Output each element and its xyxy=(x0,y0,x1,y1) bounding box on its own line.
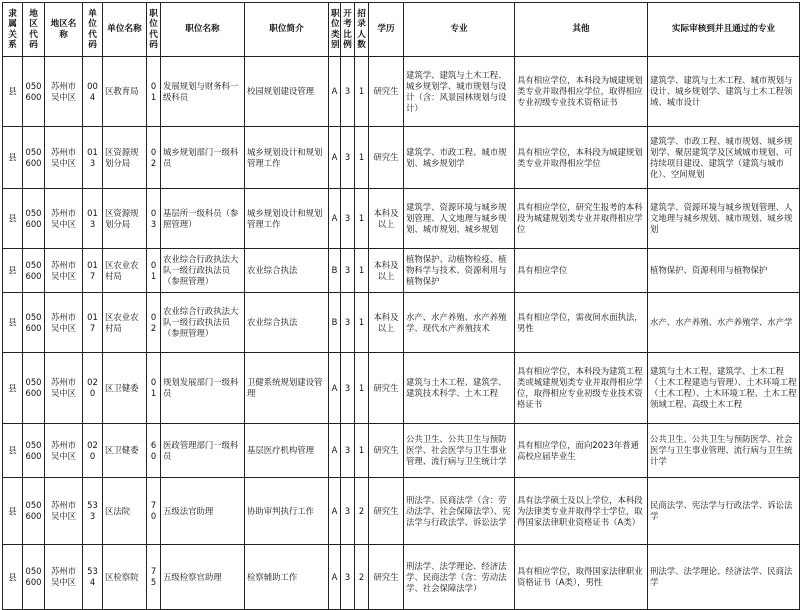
cell-education: 本科及以上 xyxy=(369,249,404,293)
header-pos-name: 职位名称 xyxy=(161,3,245,57)
cell-area-name: 苏州市吴中区 xyxy=(45,293,83,353)
cell-education: 研究生 xyxy=(369,478,404,545)
cell-count: 1 xyxy=(355,293,369,353)
cell-pos-intro: 校园规划建设管理 xyxy=(245,57,329,127)
cell-pos-intro: 农业综合执法 xyxy=(245,293,329,353)
cell-pos-code: 60 xyxy=(147,424,161,478)
cell-area-code: 050600 xyxy=(23,249,45,293)
cell-verified-major: 建筑学、市政工程、城市规划、城乡规划学、聚居建筑学及区域城市规划、可持续项目建设、建筑学（建筑与城市化）、空间规划 xyxy=(648,127,800,189)
table-row xyxy=(3,189,800,249)
cell-pos-code: 02 xyxy=(147,127,161,189)
cell-area-name: 苏州市吴中区 xyxy=(45,127,83,189)
cell-pos-intro: 基层医疗机构管理 xyxy=(245,424,329,478)
header-area-name: 地区名称 xyxy=(45,3,83,57)
cell-area-code: 050600 xyxy=(23,189,45,249)
cell-pos-name: 医政管理部门一级科员 xyxy=(161,424,245,478)
cell-pos-type: A xyxy=(329,478,341,545)
cell-pos-type: A xyxy=(329,424,341,478)
cell-level: 县 xyxy=(3,249,23,293)
cell-level: 县 xyxy=(3,57,23,127)
cell-unit-code: 017 xyxy=(83,293,103,353)
cell-area-code: 050600 xyxy=(23,127,45,189)
cell-count: 1 xyxy=(355,424,369,478)
cell-other: 具有相应学位，研究生报考的本科段为城建规划类专业并取得相应学位 xyxy=(515,189,648,249)
header-pos-code: 职位代码 xyxy=(147,3,161,57)
header-pos-type: 职位类别 xyxy=(329,3,341,57)
cell-education: 本科及以上 xyxy=(369,189,404,249)
cell-other: 具有法学硕士及以上学位，本科段为法律类专业并取得学士学位，取得国家法律职业资格证书（A类） xyxy=(515,478,648,545)
header-other: 其他 xyxy=(515,3,648,57)
cell-major: 植物保护、动植物检疫、植物科学与技术、资源利用与植物保护 xyxy=(404,249,515,293)
cell-level: 县 xyxy=(3,478,23,545)
cell-verified-major: 水产、水产养殖、水产养殖学、水产学 xyxy=(648,293,800,353)
cell-area-name: 苏州市吴中区 xyxy=(45,478,83,545)
header-count: 招录人数 xyxy=(355,3,369,57)
cell-pos-code: 01 xyxy=(147,57,161,127)
header-area-code: 地区代码 xyxy=(23,3,45,57)
cell-other: 具有相应学位 xyxy=(515,249,648,293)
cell-education: 研究生 xyxy=(369,545,404,610)
cell-pos-name: 农业综合行政执法大队一级行政执法员（参照管理） xyxy=(161,249,245,293)
cell-other: 具有相应学位，需夜间水面执法，男性 xyxy=(515,293,648,353)
cell-pos-type: A xyxy=(329,127,341,189)
cell-pos-code: 70 xyxy=(147,478,161,545)
cell-count: 2 xyxy=(355,478,369,545)
cell-unit-name: 区农业农村局 xyxy=(103,249,147,293)
header-unit-name: 单位名称 xyxy=(103,3,147,57)
cell-major: 建筑学、市政工程、城市规划、城乡规划学 xyxy=(404,127,515,189)
cell-unit-name: 区农业农村局 xyxy=(103,293,147,353)
header-verified-major: 实际审核到并且通过的专业 xyxy=(648,3,800,57)
cell-pos-intro: 卫健系统规划建设管理 xyxy=(245,353,329,424)
cell-other: 具有相应学位，本科段为城建规划类专业并取得相应学位 xyxy=(515,127,648,189)
table-row xyxy=(3,57,800,127)
cell-pos-name: 基层所一级科员（参照管理） xyxy=(161,189,245,249)
cell-count: 2 xyxy=(355,545,369,610)
cell-unit-name: 区资源规划分局 xyxy=(103,127,147,189)
cell-count: 1 xyxy=(355,249,369,293)
cell-pos-name: 五级检察官助理 xyxy=(161,545,245,610)
cell-pos-code: 02 xyxy=(147,293,161,353)
cell-pos-intro: 城乡规划设计和规划管理工作 xyxy=(245,127,329,189)
cell-ratio: 3 xyxy=(341,189,355,249)
cell-other: 具有相应学位，本科段为建筑工程类或城建规划类专业并取得相应学位，取得相应专业初级专业技术资格证书 xyxy=(515,353,648,424)
cell-level: 县 xyxy=(3,353,23,424)
cell-unit-code: 017 xyxy=(83,249,103,293)
cell-verified-major: 公共卫生、公共卫生与预防医学、社会医学与卫生事业管理、流行病与卫生统计学 xyxy=(648,424,800,478)
cell-level: 县 xyxy=(3,424,23,478)
cell-unit-name: 区卫健委 xyxy=(103,424,147,478)
header-row xyxy=(3,3,800,57)
cell-unit-name: 区教育局 xyxy=(103,57,147,127)
cell-education: 研究生 xyxy=(369,424,404,478)
cell-verified-major: 刑法学、法学理论、经济法学、民商法学 xyxy=(648,545,800,610)
header-level: 隶属关系 xyxy=(3,3,23,57)
cell-verified-major: 民商法学、宪法学与行政法学、诉讼法学 xyxy=(648,478,800,545)
cell-pos-intro: 城乡规划设计和规划管理工作 xyxy=(245,189,329,249)
cell-pos-type: A xyxy=(329,189,341,249)
cell-unit-name: 区检察院 xyxy=(103,545,147,610)
cell-ratio: 3 xyxy=(341,293,355,353)
header-major: 专业 xyxy=(404,3,515,57)
cell-pos-type: A xyxy=(329,545,341,610)
cell-ratio: 3 xyxy=(341,478,355,545)
cell-pos-name: 发展规划与财务科一级科员 xyxy=(161,57,245,127)
cell-pos-code: 01 xyxy=(147,353,161,424)
cell-verified-major: 建筑学、建筑与土木工程、城市规划与设计、城乡规划学、建筑与土木工程领域、城市设计 xyxy=(648,57,800,127)
cell-unit-code: 533 xyxy=(83,478,103,545)
cell-count: 1 xyxy=(355,353,369,424)
cell-area-code: 050600 xyxy=(23,353,45,424)
cell-pos-name: 城乡规划部门一级科员 xyxy=(161,127,245,189)
recruitment-table xyxy=(2,2,800,610)
table-row xyxy=(3,293,800,353)
cell-pos-type: A xyxy=(329,57,341,127)
cell-level: 县 xyxy=(3,293,23,353)
cell-unit-code: 013 xyxy=(83,127,103,189)
cell-major: 刑法学、民商法学（含：劳动法学、社会保障法学）、宪法学与行政法学、诉讼法学 xyxy=(404,478,515,545)
header-ratio: 开考比例 xyxy=(341,3,355,57)
cell-unit-code: 020 xyxy=(83,353,103,424)
cell-level: 县 xyxy=(3,545,23,610)
cell-ratio: 3 xyxy=(341,57,355,127)
cell-unit-name: 区卫健委 xyxy=(103,353,147,424)
cell-pos-type: A xyxy=(329,353,341,424)
cell-pos-code: 03 xyxy=(147,189,161,249)
table-row xyxy=(3,545,800,610)
cell-education: 研究生 xyxy=(369,57,404,127)
header-pos-intro: 职位简介 xyxy=(245,3,329,57)
cell-verified-major: 植物保护、资源利用与植物保护 xyxy=(648,249,800,293)
cell-unit-code: 004 xyxy=(83,57,103,127)
cell-education: 研究生 xyxy=(369,353,404,424)
cell-pos-intro: 检察辅助工作 xyxy=(245,545,329,610)
cell-major: 建筑学、建筑与土木工程、城乡规划学、城市规划与设计（含：风景园林规划与设计） xyxy=(404,57,515,127)
cell-pos-intro: 农业综合执法 xyxy=(245,249,329,293)
cell-major: 公共卫生、公共卫生与预防医学、社会医学与卫生事业管理、流行病与卫生统计学 xyxy=(404,424,515,478)
cell-area-code: 050600 xyxy=(23,478,45,545)
cell-unit-name: 区资源规划分局 xyxy=(103,189,147,249)
cell-other: 具有相应学位，本科段为城建规划类专业并取得相应学位，取得相应专业初级专业技术资格证书 xyxy=(515,57,648,127)
cell-area-code: 050600 xyxy=(23,57,45,127)
cell-area-code: 050600 xyxy=(23,424,45,478)
cell-pos-intro: 协助审判执行工作 xyxy=(245,478,329,545)
table-row xyxy=(3,127,800,189)
cell-pos-type: B xyxy=(329,249,341,293)
cell-area-name: 苏州市吴中区 xyxy=(45,353,83,424)
cell-area-code: 050600 xyxy=(23,545,45,610)
cell-count: 1 xyxy=(355,57,369,127)
cell-area-name: 苏州市吴中区 xyxy=(45,424,83,478)
cell-ratio: 3 xyxy=(341,127,355,189)
table-row xyxy=(3,353,800,424)
table-row xyxy=(3,249,800,293)
cell-pos-name: 五级法官助理 xyxy=(161,478,245,545)
cell-unit-code: 020 xyxy=(83,424,103,478)
cell-area-name: 苏州市吴中区 xyxy=(45,249,83,293)
cell-area-name: 苏州市吴中区 xyxy=(45,189,83,249)
cell-other: 具有相应学位，面向2023年普通高校应届毕业生 xyxy=(515,424,648,478)
cell-pos-name: 规划发展部门一级科员 xyxy=(161,353,245,424)
cell-other: 具有相应学位，取得国家法律职业资格证书（A类），男性 xyxy=(515,545,648,610)
cell-education: 研究生 xyxy=(369,127,404,189)
header-unit-code: 单位代码 xyxy=(83,3,103,57)
cell-count: 1 xyxy=(355,189,369,249)
header-education: 学历 xyxy=(369,3,404,57)
table-row xyxy=(3,424,800,478)
cell-major: 水产、水产养殖、水产养殖学、现代水产养殖技术 xyxy=(404,293,515,353)
cell-ratio: 3 xyxy=(341,545,355,610)
cell-unit-name: 区法院 xyxy=(103,478,147,545)
cell-pos-code: 75 xyxy=(147,545,161,610)
cell-unit-code: 534 xyxy=(83,545,103,610)
cell-major: 刑法学、法学理论、经济法学、民商法学（含：劳动法学、社会保障法学） xyxy=(404,545,515,610)
cell-pos-name: 农业综合行政执法大队一级行政执法员（参照管理） xyxy=(161,293,245,353)
cell-level: 县 xyxy=(3,127,23,189)
cell-unit-code: 013 xyxy=(83,189,103,249)
cell-area-code: 050600 xyxy=(23,293,45,353)
cell-count: 1 xyxy=(355,127,369,189)
cell-major: 建筑与土木工程、建筑学、建筑技术科学、土木工程 xyxy=(404,353,515,424)
cell-pos-code: 01 xyxy=(147,249,161,293)
cell-ratio: 3 xyxy=(341,249,355,293)
cell-major: 建筑学、资源环境与城乡规划管理、人文地理与城乡规划、城市规划、城乡规划 xyxy=(404,189,515,249)
cell-verified-major: 建筑与土木工程、建筑学、土木工程（土木工程建造与管理）、土木环境工程（土木工程）、土木环境工程、土木工程领域工程、高级土木工程 xyxy=(648,353,800,424)
cell-level: 县 xyxy=(3,189,23,249)
cell-ratio: 3 xyxy=(341,424,355,478)
table-row xyxy=(3,478,800,545)
cell-ratio: 3 xyxy=(341,353,355,424)
cell-education: 本科及以上 xyxy=(369,293,404,353)
cell-pos-type: B xyxy=(329,293,341,353)
cell-area-name: 苏州市吴中区 xyxy=(45,545,83,610)
cell-verified-major: 建筑学、资源环境与城乡规划管理、人文地理与城乡规划、城市规划、城乡规划 xyxy=(648,189,800,249)
cell-area-name: 苏州市吴中区 xyxy=(45,57,83,127)
